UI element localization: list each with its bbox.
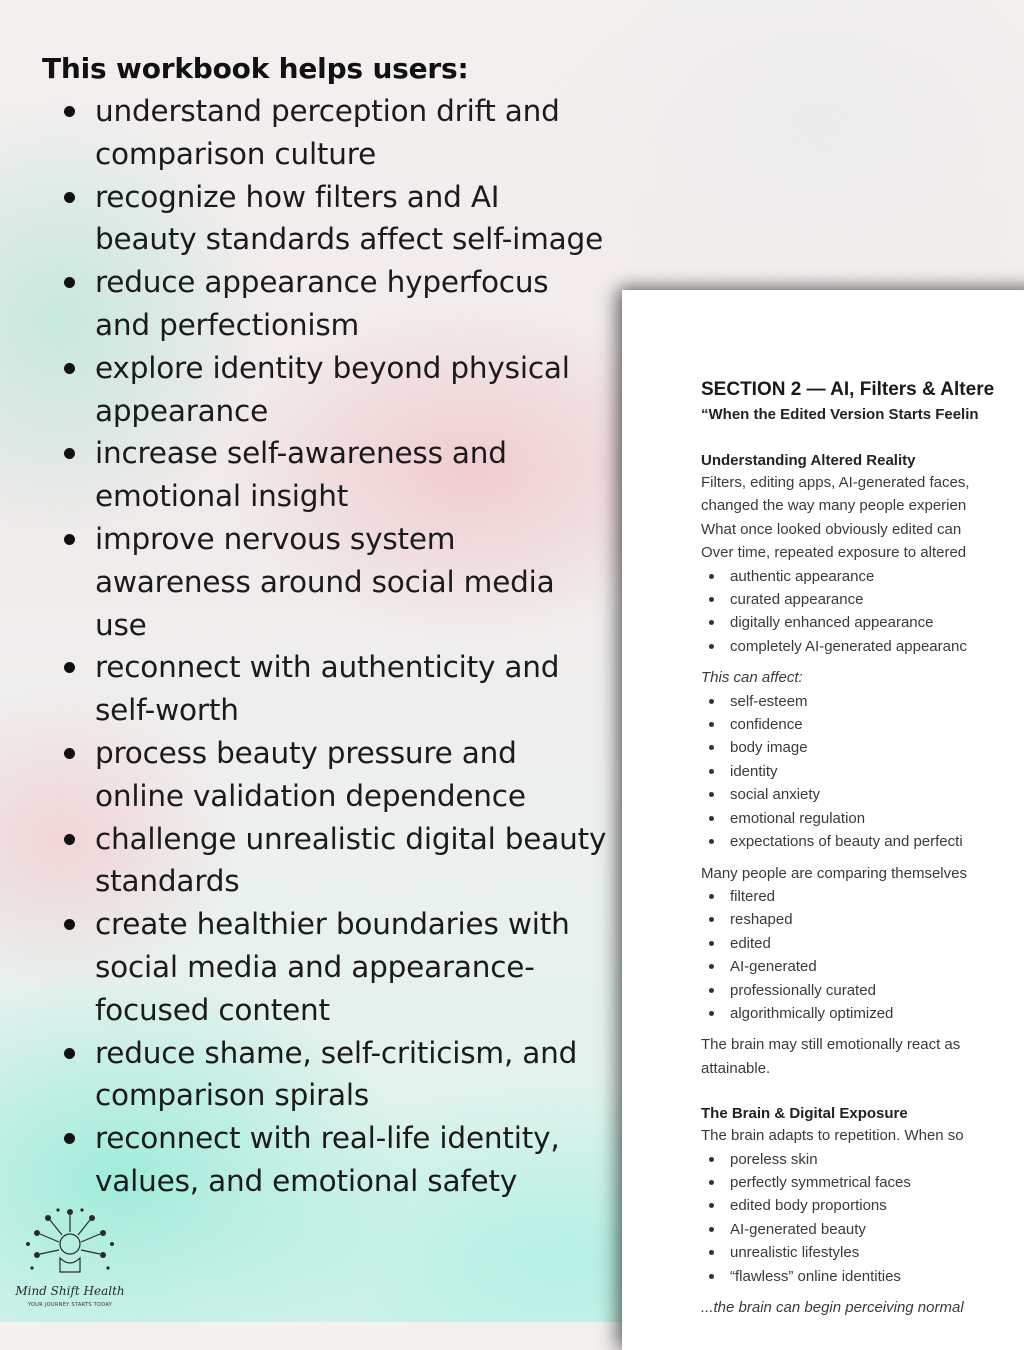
list-item [701,1241,1024,1264]
list-item [701,979,1024,1002]
brand-logo [10,1206,130,1318]
list-item [701,1194,1024,1217]
benefit-line: comparison culture [95,136,377,171]
list-item-text: reshaped [730,911,793,929]
list-item [701,955,1024,978]
benefit-line: recognize how filters and AI [95,179,500,214]
workbook-page-content [701,378,1024,1319]
appearance-list [701,565,1024,659]
list-item-text: identity [730,762,778,780]
benefit-line: use [95,607,147,642]
paragraph-line: attainable. [701,1059,771,1077]
benefit-line: process beauty pressure and [95,735,517,770]
benefit-line: beauty standards affect self-image [95,222,604,257]
benefit-line: self-worth [95,693,239,728]
list-item [701,1002,1024,1025]
bullet-icon [709,1157,714,1162]
benefit-line: and perfectionism [95,307,360,342]
bullet-icon [64,748,75,759]
workbook-page-preview [622,290,1024,1350]
bullet-icon [709,620,714,625]
benefit-item [42,818,632,904]
list-item [701,1265,1024,1288]
list-item-text: authentic appearance [730,567,875,585]
benefit-item [42,1032,632,1118]
bullet-icon [709,792,714,797]
bullet-icon [709,839,714,844]
list-item-text: poreless skin [730,1150,818,1168]
section-title: SECTION 2 — AI, Filters & Altere [701,379,995,400]
bullet-icon [709,1203,714,1208]
list-item-text: completely AI-generated appearanc [730,637,967,655]
bullet-icon [709,941,714,946]
list-item [701,807,1024,830]
list-item-text: edited body proportions [730,1197,887,1215]
benefit-item [42,432,632,518]
list-item-text: emotional regulation [730,809,866,827]
bullet-icon [64,1048,75,1059]
bullet-icon [64,106,75,117]
bullet-icon [64,277,75,288]
benefit-item [42,518,632,646]
list-item [701,885,1024,908]
bullet-icon [64,534,75,545]
bullet-icon [709,988,714,993]
bullet-icon [709,574,714,579]
list-item-text: curated appearance [730,591,864,609]
bullet-icon [709,894,714,899]
list-item [701,932,1024,955]
list-item-text: body image [730,739,808,757]
bullet-icon [64,662,75,673]
benefit-line: reduce appearance hyperfocus [95,265,549,300]
bullet-icon [709,597,714,602]
bullet-icon [709,644,714,649]
list-item-text: filtered [730,887,776,905]
list-item-text: professionally curated [730,981,876,999]
bullet-icon [64,363,75,374]
benefit-line: reconnect with real-life identity, [95,1121,560,1156]
benefit-line: emotional insight [95,479,349,514]
bullet-icon [64,1133,75,1144]
benefit-line: online validation dependence [95,778,526,813]
benefit-line: social media and appearance- [95,949,535,984]
benefit-line: understand perception drift and [95,94,560,128]
benefits-list [42,90,632,1203]
benefit-line: explore identity beyond physical [95,350,570,385]
paragraph-line: What once looked obviously edited can [701,520,962,538]
list-item-text: self-esteem [730,692,808,710]
exposure-list [701,1148,1024,1288]
paragraph-line: changed the way many people experien [701,497,967,515]
bullet-icon [709,917,714,922]
list-item [701,635,1024,658]
bullet-icon [64,919,75,930]
bullet-icon [64,834,75,845]
paragraph-line: The brain adapts to repetition. When so [701,1127,964,1145]
benefit-line: standards [95,864,240,899]
section-subtitle: “When the Edited Version Starts Feelin [701,406,979,423]
benefit-line: improve nervous system [95,521,456,556]
bullet-icon [64,192,75,203]
list-item-text: perfectly symmetrical faces [730,1173,911,1191]
benefit-item [42,176,632,262]
bullet-icon [709,745,714,750]
brand-tagline: YOUR JOURNEY STARTS TODAY [27,1302,113,1308]
benefit-item [42,903,632,1031]
benefit-line: challenge unrealistic digital beauty [95,821,607,856]
list-item [701,908,1024,931]
list-item-text: algorithmically optimized [730,1004,894,1022]
paragraph-line: The brain may still emotionally react as [701,1036,961,1054]
list-item [701,611,1024,634]
list-item-text: edited [730,934,771,952]
benefit-line: reconnect with authenticity and [95,650,560,685]
list-item-text: AI-generated beauty [730,1220,866,1238]
bullet-icon [709,1227,714,1232]
bullet-icon [709,964,714,969]
list-item [701,565,1024,588]
list-item-text: AI-generated [730,958,817,976]
benefit-line: values, and emotional safety [95,1163,518,1198]
heading-brain-exposure: The Brain & Digital Exposure [701,1105,908,1123]
bullet-icon [709,1011,714,1016]
benefit-item [42,1117,632,1203]
list-item [701,783,1024,806]
bullet-icon [709,699,714,704]
list-item-text: “flawless” online identities [730,1267,901,1285]
bullet-icon [709,1250,714,1255]
list-item-text: confidence [730,716,803,734]
benefit-item [42,646,632,732]
benefit-line: appearance [95,393,269,428]
list-item [701,760,1024,783]
benefit-item [42,90,632,176]
benefit-line: comparison spirals [95,1078,370,1113]
affect-label: This can affect: [701,669,803,687]
list-item-text: unrealistic lifestyles [730,1244,860,1262]
benefit-item [42,347,632,433]
list-item [701,830,1024,853]
bullet-icon [709,722,714,727]
head-burst-icon [10,1206,130,1286]
paragraph-line: Over time, repeated exposure to altered [701,544,967,562]
paragraph-line: Filters, editing apps, AI-generated faces, [701,474,970,491]
list-item [701,736,1024,759]
list-item-text: digitally enhanced appearance [730,614,934,632]
heading-altered-reality: Understanding Altered Reality [701,452,916,469]
comparison-list [701,885,1024,1025]
list-item [701,1148,1024,1171]
list-item [701,690,1024,713]
bullet-icon [709,1274,714,1279]
paragraph-line: ...the brain can begin perceiving normal [701,1299,964,1316]
affect-list [701,690,1024,854]
benefit-line: awareness around social media [95,564,555,599]
bullet-icon [709,816,714,821]
benefits-heading: This workbook helps users: [42,52,469,85]
paragraph-line: Many people are comparing themselves [701,864,967,882]
benefit-line: focused content [95,992,330,1027]
list-item [701,1171,1024,1194]
benefit-item [42,732,632,818]
benefit-line: create healthier boundaries with [95,907,570,942]
bullet-icon [709,769,714,774]
benefit-item [42,261,632,347]
brand-name: Mind Shift Health [15,1284,125,1298]
list-item-text: expectations of beauty and perfecti [730,833,963,851]
bullet-icon [64,448,75,459]
benefit-line: increase self-awareness and [95,436,507,471]
list-item [701,713,1024,736]
list-item [701,1218,1024,1241]
list-item [701,588,1024,611]
benefits-section [42,50,632,1203]
list-item-text: social anxiety [730,786,821,804]
bullet-icon [709,1180,714,1185]
benefit-line: reduce shame, self-criticism, and [95,1035,578,1070]
